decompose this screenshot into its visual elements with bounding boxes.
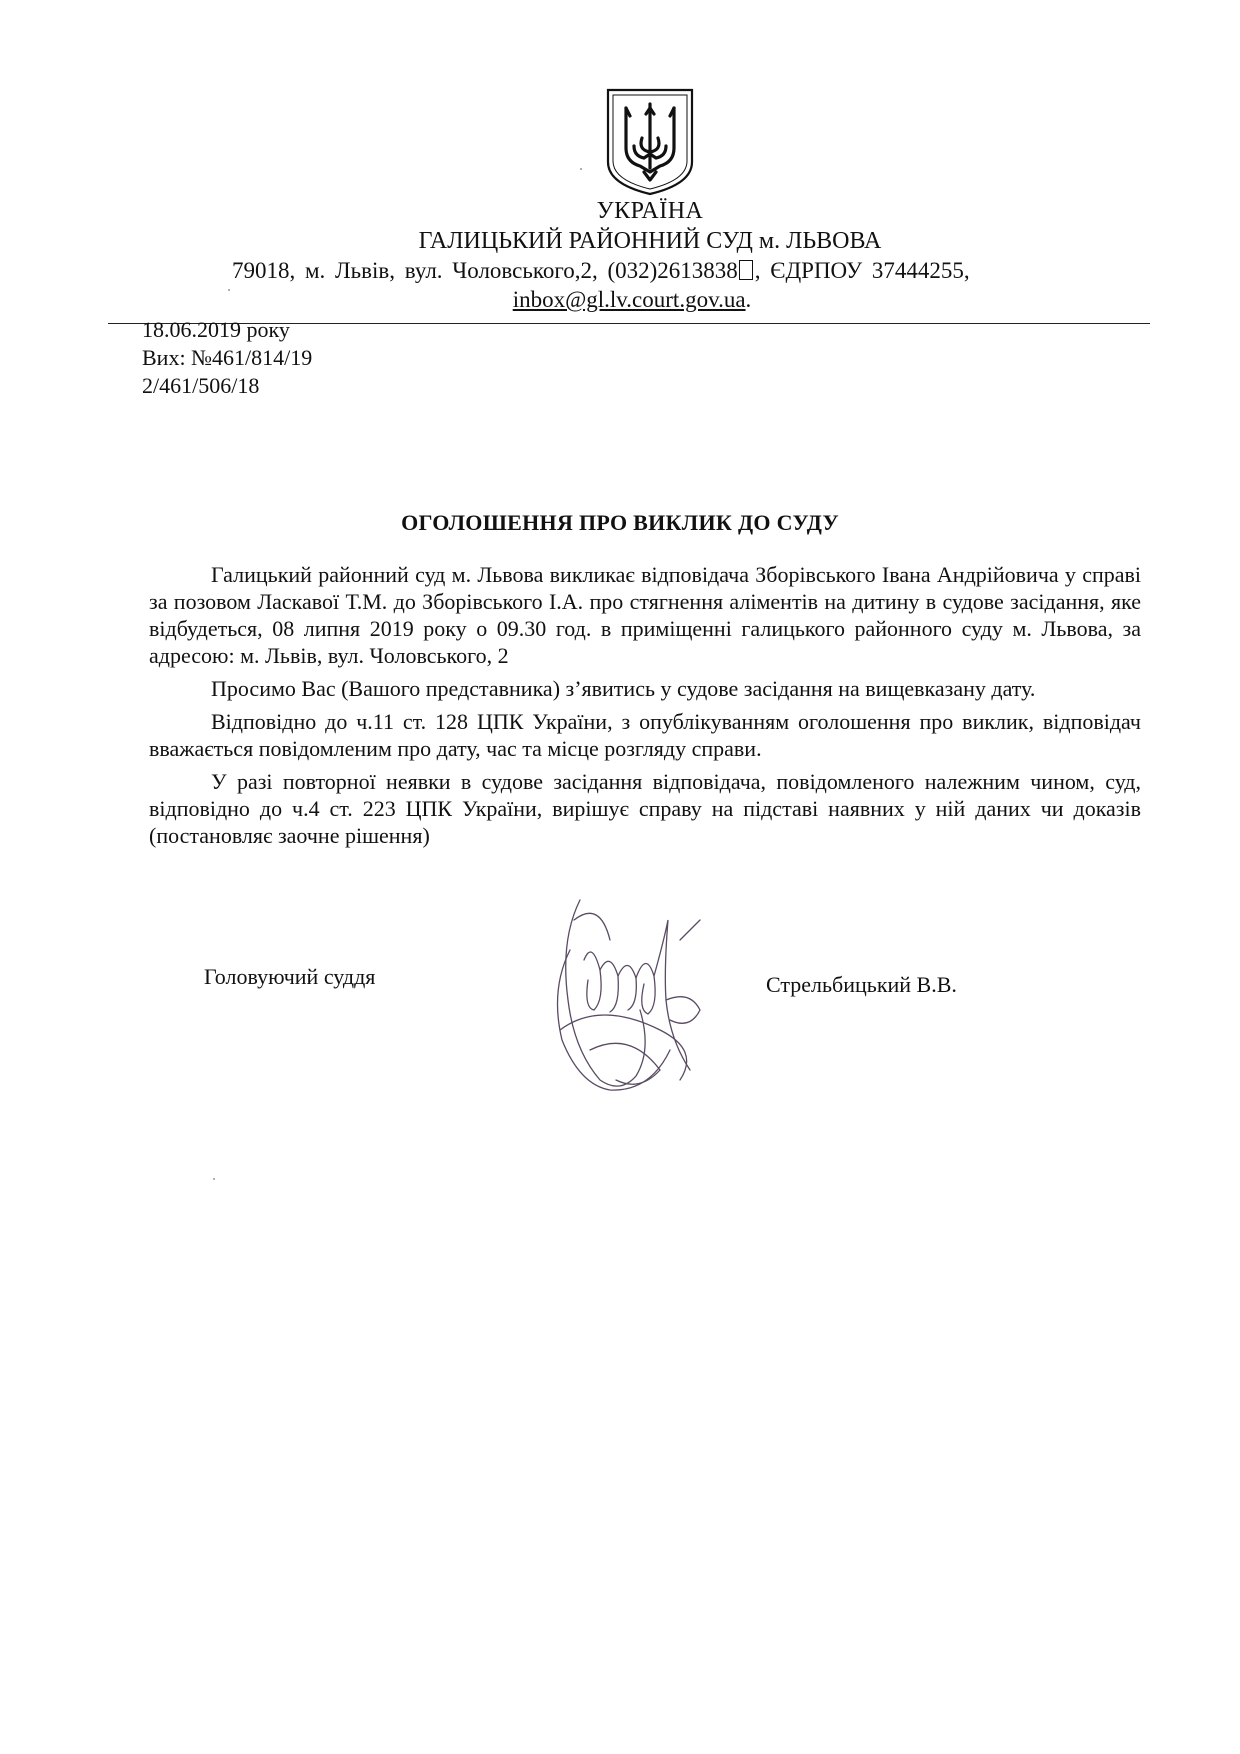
email-line xyxy=(0,287,1240,313)
document-title: ОГОЛОШЕННЯ ПРО ВИКЛИК ДО СУДУ xyxy=(401,510,839,535)
judge-role: Головуючий суддя xyxy=(204,964,376,989)
phone-box-icon xyxy=(739,260,753,280)
document-meta xyxy=(142,316,312,400)
court-address xyxy=(232,258,970,284)
body-paragraph: Галицький районний суд м. Львова викликає відповідача Зборівського Івана Андрійовича у справі за позовом Ласкавої Т.М. до Зборівського І.А. про стягнення аліментів на дитину в судове засідання, яке відбудеться, 08 липня 2019 року о 09.30 год. в приміщенні галицького районного суду м. Львова, за адресою: м. Львів, вул. Чоловського, 2 xyxy=(149,562,1141,668)
scan-speck xyxy=(228,289,230,291)
case-number: 2/461/506/18 xyxy=(142,373,260,398)
judge-name: Стрельбицький В.В. xyxy=(766,972,957,997)
address-main: 79018, м. Львів, вул. Чоловського,2, (032)2613838 xyxy=(232,258,738,283)
court-name: ГАЛИЦЬКИЙ РАЙОННИЙ СУД м. ЛЬВОВА xyxy=(418,228,882,254)
body-paragraph: У разі повторної неявки в судове засідання відповідача, повідомленого належним чином, суд, відповідно до ч.4 ст. 223 ЦПК України, вирішує справу на підставі наявних у ній даних чи доказів (постановляє заочне рішення) xyxy=(149,769,1141,848)
scan-speck xyxy=(580,168,582,170)
document-date: 18.06.2019 року xyxy=(142,317,290,342)
body-paragraph: Просимо Вас (Вашого представника) з’явитись у судове засідання на вищевказану дату. xyxy=(211,676,1036,701)
outgoing-number: Вих: №461/814/19 xyxy=(142,345,313,370)
body-paragraph: Відповідно до ч.11 ст. 128 ЦПК України, з опублікуванням оголошення про виклик, відповідач вважається повідомленим про дату, час та місце розгляду справи. xyxy=(149,709,1141,761)
handwritten-signature-icon xyxy=(540,880,720,1100)
email-suffix: . xyxy=(745,287,752,312)
document-body xyxy=(149,561,1141,855)
scan-speck xyxy=(213,1178,215,1180)
address-edrpou: , ЄДРПОУ 37444255, xyxy=(754,258,970,283)
country-name: УКРАЇНА xyxy=(596,198,704,224)
court-email-link[interactable]: inbox@gl.lv.court.gov.ua xyxy=(512,287,746,312)
trident-coat-of-arms-icon xyxy=(604,86,696,198)
